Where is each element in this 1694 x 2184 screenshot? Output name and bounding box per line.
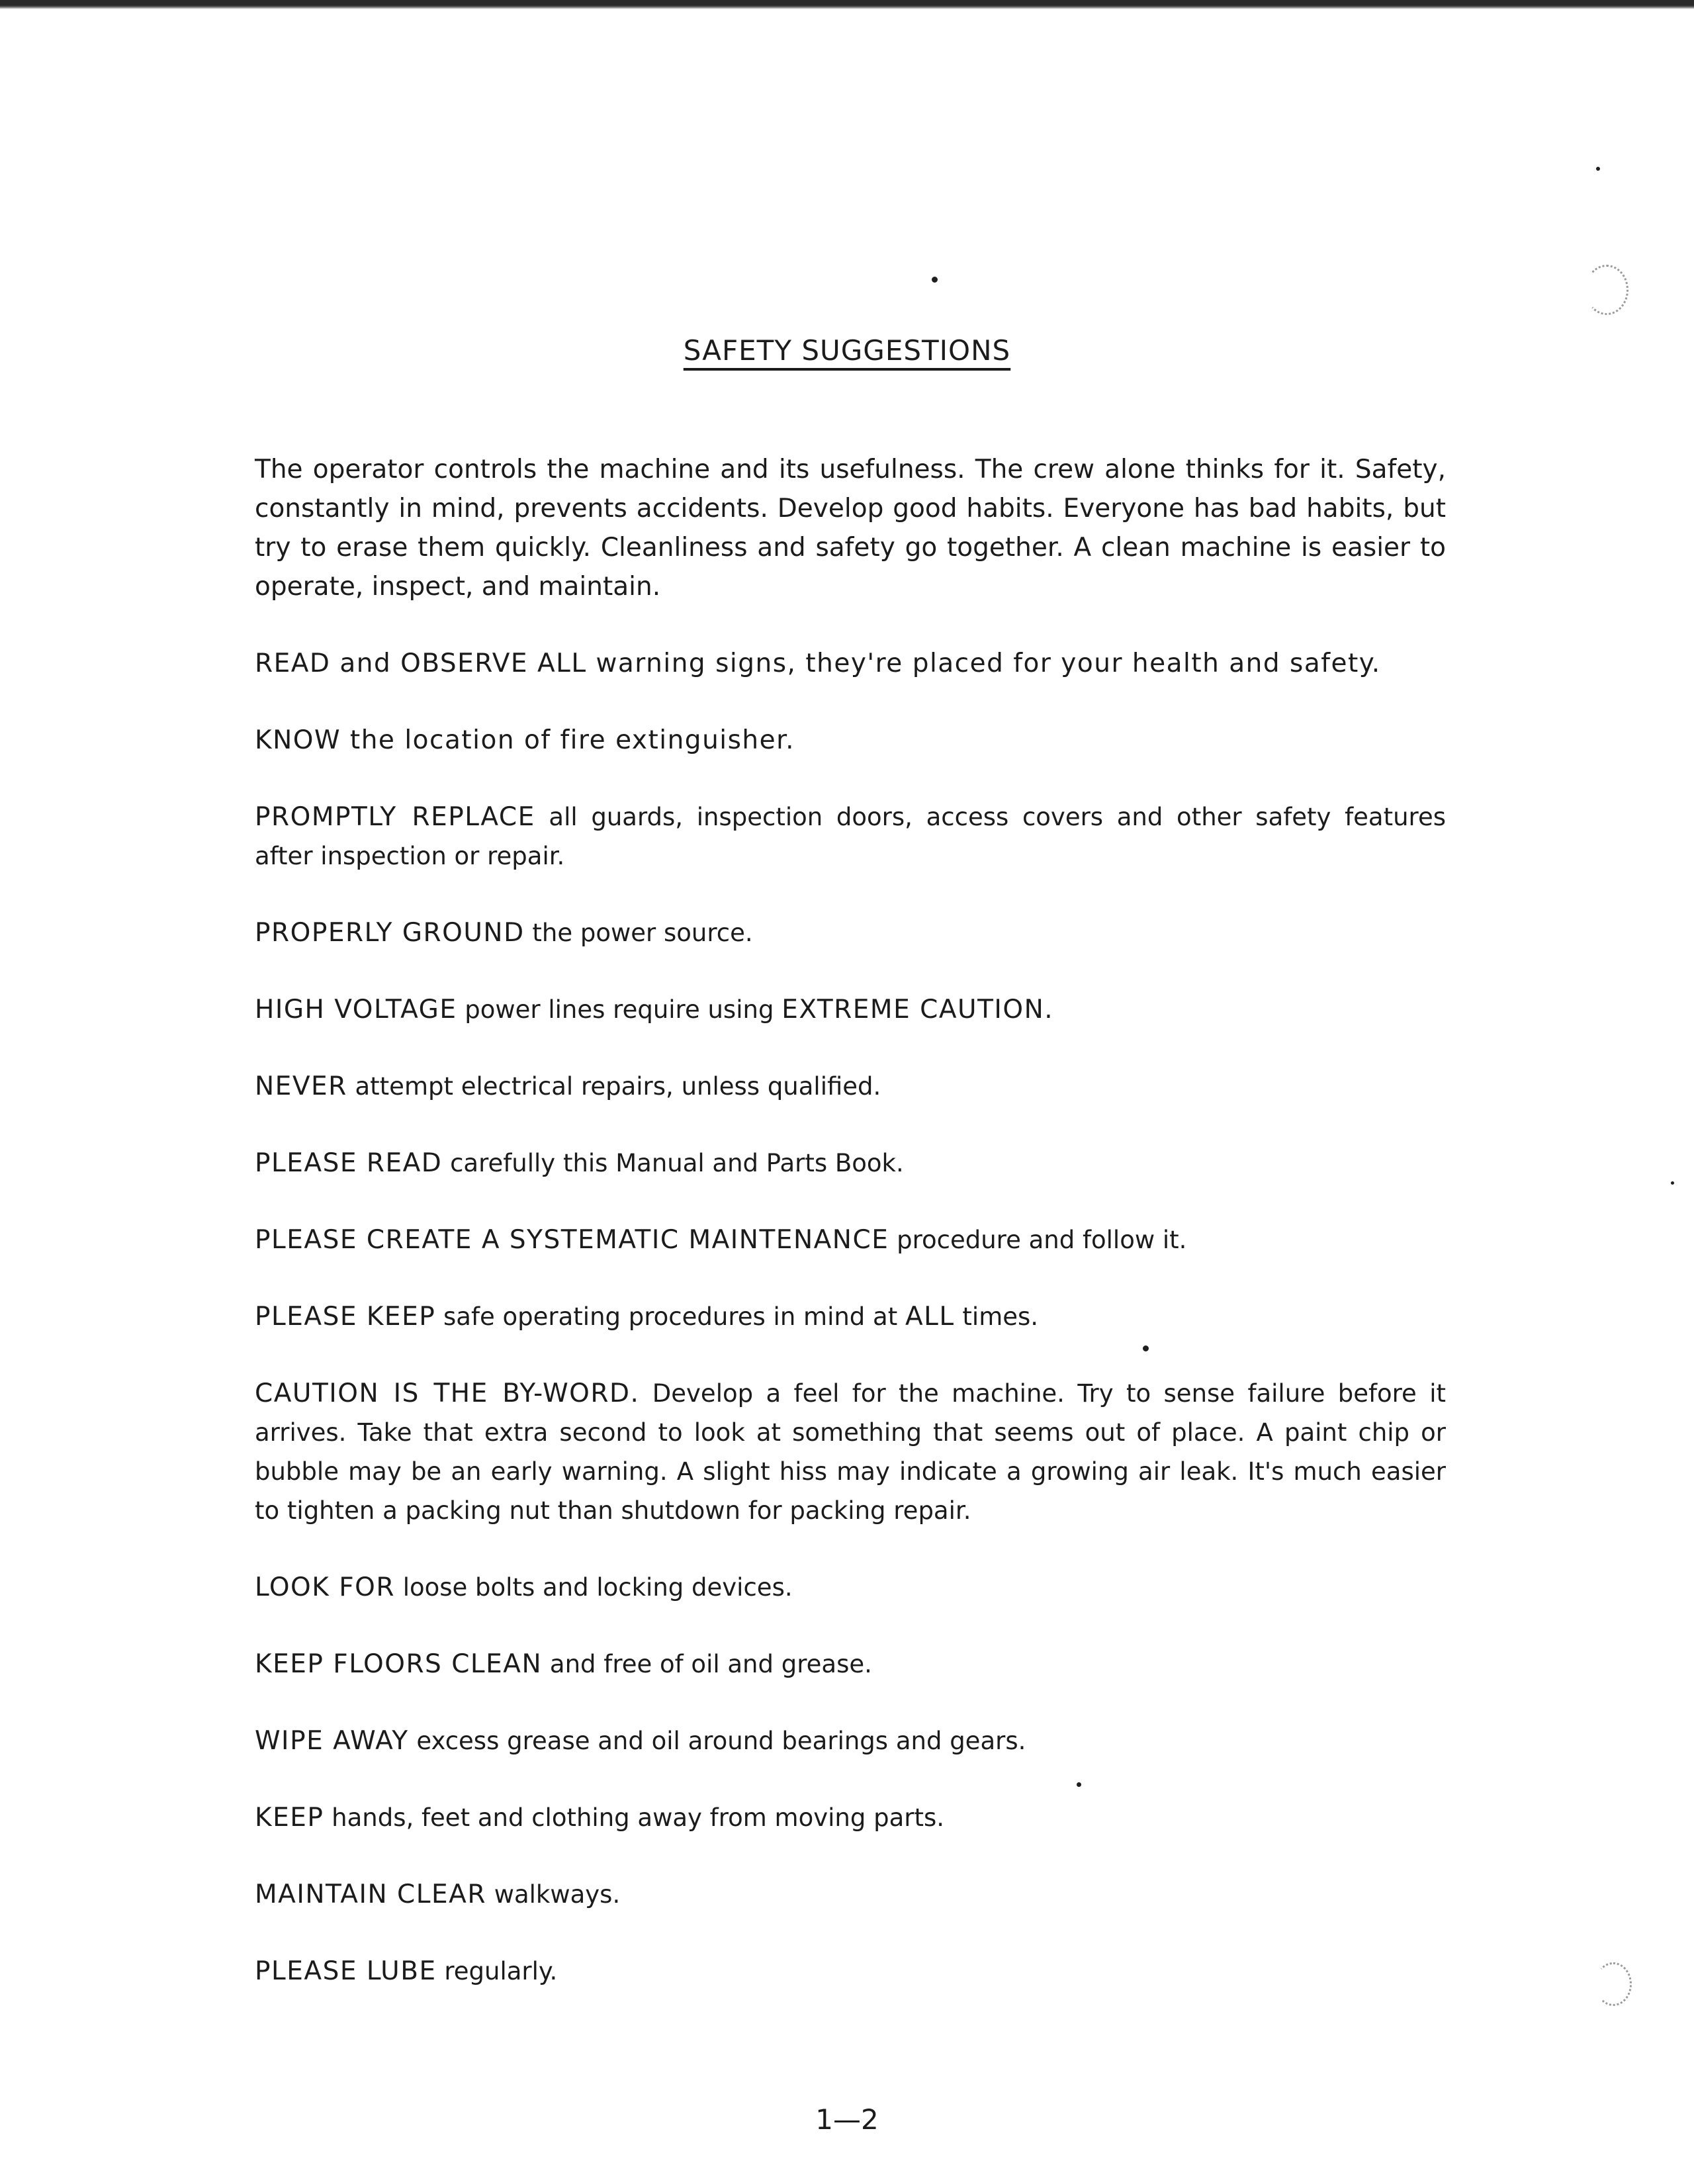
item-lead: LOOK FOR (255, 1572, 395, 1602)
safety-item (255, 1875, 1446, 1914)
item-lead: WIPE AWAY (255, 1726, 409, 1756)
item-lead: NEVER (255, 1071, 347, 1101)
item-text: and free of oil and grease. (542, 1650, 872, 1678)
item-lead: PROPERLY GROUND (255, 918, 525, 948)
item-lead: KEEP (255, 1803, 324, 1833)
item-lead: KEEP FLOORS CLEAN (255, 1649, 543, 1679)
item-text: attempt electrical repairs, unless qualified. (347, 1072, 881, 1101)
item-text: walkways. (486, 1880, 621, 1909)
item-text: carefully this Manual and Parts Book. (442, 1149, 904, 1177)
item-emphasis: EXTREME CAUTION. (781, 995, 1054, 1024)
safety-item (255, 1297, 1446, 1336)
punch-hole-ring (1595, 1962, 1632, 2006)
item-text-end: times. (954, 1302, 1039, 1331)
safety-item (255, 990, 1446, 1029)
punch-hole-ring (1585, 265, 1628, 315)
safety-item (255, 797, 1446, 876)
safety-item (255, 1952, 1446, 1991)
scan-speck (932, 277, 938, 283)
item-text: warning signs, they're placed for your health and safety. (586, 649, 1381, 678)
item-lead: PLEASE READ (255, 1148, 443, 1178)
page-number: 1—2 (815, 2103, 879, 2136)
item-text: excess grease and oil around bearings and gears. (408, 1727, 1026, 1755)
item-text: all guards, inspection doors, access covers and other safety features after inspection or repair. (255, 803, 1446, 870)
item-text: hands, feet and clothing away from moving parts. (324, 1803, 945, 1832)
safety-item (255, 1798, 1446, 1837)
safety-item (255, 1645, 1446, 1684)
scan-speck (1671, 1181, 1674, 1185)
safety-item (255, 913, 1446, 952)
item-text: safe operating procedures in mind at (435, 1302, 905, 1331)
item-lead: HIGH VOLTAGE (255, 995, 457, 1024)
document-body (255, 450, 1446, 2028)
item-text: the power source. (524, 919, 753, 947)
item-text: Develop a feel for the machine. Try to sense failure before it arrives. Take that extra second to look at something that seems out of place. A paint chip or bubble may be an early warning. A slight hiss may indicate a growing air leak. It's much easier to tighten a packing nut than shutdown for packing repair. (255, 1379, 1446, 1525)
item-lead: PLEASE KEEP (255, 1302, 436, 1332)
item-lead: READ and OBSERVE ALL (255, 649, 587, 678)
item-text: regularly. (436, 1957, 558, 1985)
safety-item (255, 1568, 1446, 1607)
page-title: SAFETY SUGGESTIONS (683, 334, 1011, 367)
item-lead: KNOW (255, 725, 341, 755)
item-lead: MAINTAIN CLEAR (255, 1880, 486, 1909)
scan-speck (1596, 167, 1600, 171)
item-lead: CAUTION IS THE BY-WORD. (255, 1379, 640, 1408)
item-lead: PLEASE LUBE (255, 1956, 437, 1986)
item-lead: PROMPTLY REPLACE (255, 802, 535, 832)
item-text: power lines require using (457, 995, 782, 1024)
top-border-rule (0, 0, 1694, 9)
safety-item (255, 1220, 1446, 1259)
safety-item (255, 1067, 1446, 1106)
safety-item (255, 644, 1446, 683)
intro-paragraph: The operator controls the machine and its usefulness. The crew alone thinks for it. Safety, constantly in mind, prevents accidents. Develop good habits. Everyone has bad habits, but try to erase them quickly. Cleanliness and safety go together. A clean machine is easier to operate, inspect, and maintain. (255, 455, 1446, 602)
safety-item (255, 1374, 1446, 1530)
item-text: loose bolts and locking devices. (394, 1573, 793, 1602)
item-text: the location of fire extinguisher. (341, 725, 795, 755)
item-text: procedure and follow it. (889, 1226, 1187, 1254)
safety-item (255, 1721, 1446, 1760)
safety-item (255, 721, 1446, 760)
safety-item (255, 1144, 1446, 1183)
item-emphasis: ALL (905, 1302, 955, 1332)
item-lead: PLEASE CREATE A SYSTEMATIC MAINTENANCE (255, 1225, 889, 1255)
